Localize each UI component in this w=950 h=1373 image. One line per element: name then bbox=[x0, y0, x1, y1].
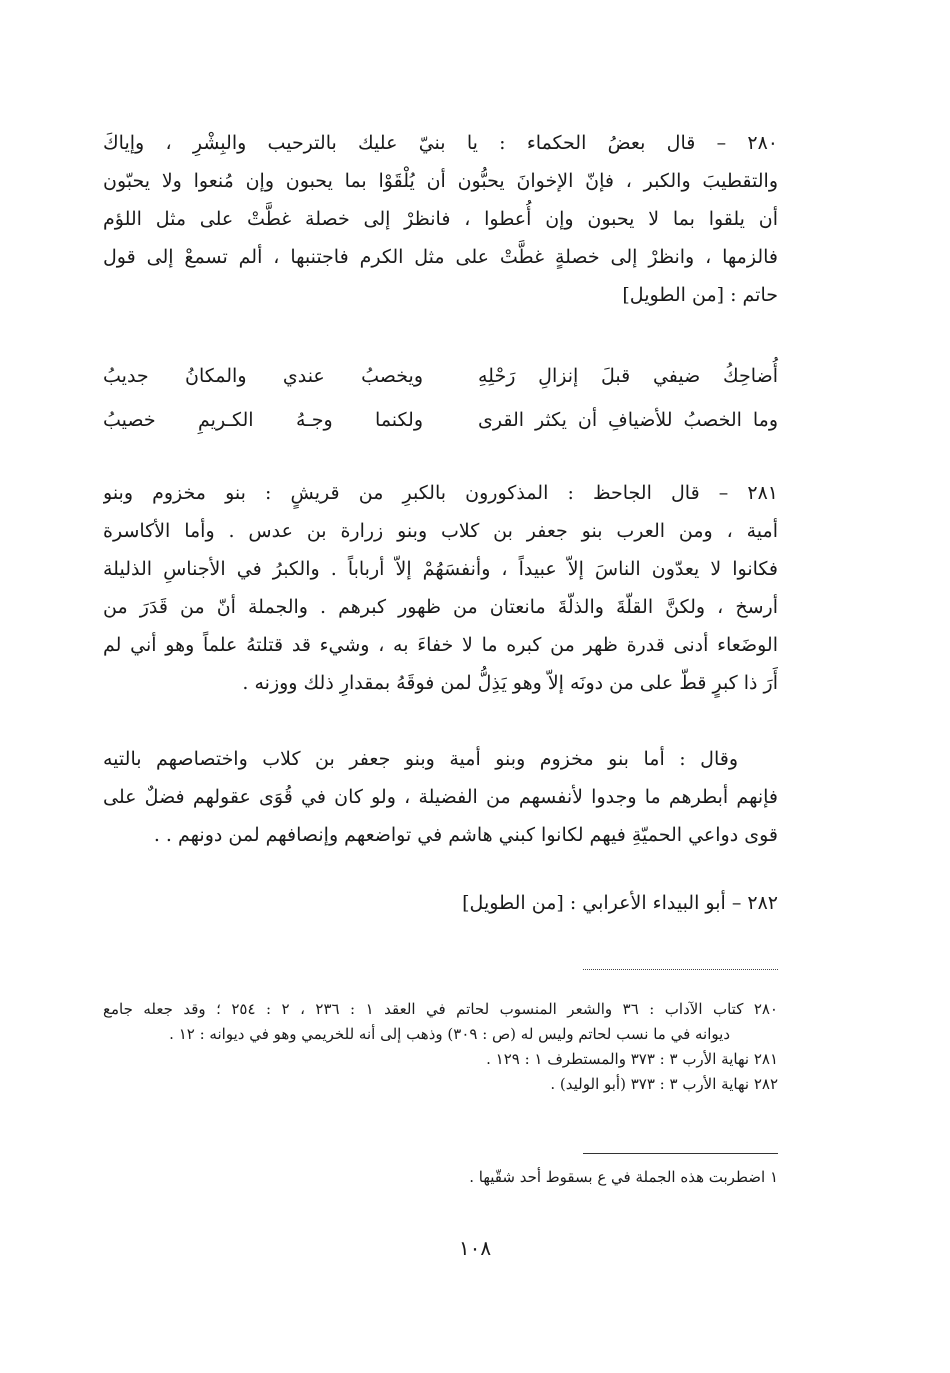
text-line: أرسخ ، ولكنَّ القلّةَ والذلّةَ مانعتان من ظهور كبرهم . والجملة أنّ من قَدَرَ من bbox=[103, 596, 778, 618]
text-line: ٢٨٢ – أبو البيداء الأعرابي : [من الطويل] bbox=[462, 892, 778, 914]
verse-second-hemistich: ويخصبُ عندي والمكانُ جديبُ bbox=[103, 365, 423, 387]
text-line: وقال : أما بنو مخزوم وبنو أمية وبنو جعفر بن كلاب واختصاصهم بالتيه bbox=[103, 748, 738, 770]
text-line: أمية ، ومن العرب بنو جعفر بن كلاب وبنو زرارة بن عدس . وأما الأكاسرة bbox=[103, 520, 778, 542]
text-line: أن يلقوا بما لا يحبون وإن أُعطوا ، فانظرْ إلى خصلة غطَّتْ على مثل اللؤم bbox=[103, 208, 778, 230]
entry-281 bbox=[103, 474, 778, 702]
entry-282 bbox=[103, 884, 778, 922]
verse-line bbox=[103, 401, 778, 439]
text-line: أَرَ ذا كبرٍ قطّ على من دونَه إلاّ وهو يَذِلُّ لمن فوقَهُ بمقدارِ ذلك ووزنه . bbox=[242, 672, 778, 694]
source-footnotes bbox=[103, 997, 778, 1097]
entry-280 bbox=[103, 124, 778, 314]
footnote-line: ٢٨٠ كتاب الآداب : ٣٦ والشعر المنسوب لحاتم في العقد ١ : ٢٣٦ ، ٢ : ٢٥٤ ؛ وقد جعله جامع bbox=[103, 1000, 778, 1018]
verse-line bbox=[103, 357, 778, 395]
footnote-line: ٢٨٢ نهاية الأرب ٣ : ٣٧٣ (أبو الوليد) . bbox=[550, 1075, 778, 1093]
text-line: ٢٨٠ – قال بعضُ الحكماء : يا بنيّ عليك بالترحيب والبِشْرِ ، وإياكَ bbox=[103, 132, 778, 154]
verse-second-hemistich: ولكنما وجـهُ الكـريمِ خصيبُ bbox=[103, 409, 423, 431]
page-number: ١٠٨ bbox=[458, 1236, 492, 1260]
text-line: فكانوا لا يعدّون الناسَ إلاّ عبيداً ، وأنفسَهُمْ إلاّ أرباباً . والكبرُ في الأجناسِ الذليلة bbox=[103, 558, 778, 580]
text-line: الوضَعاء أدنى قدرة ظهر من كبره ما لا خفاءَ به ، وشيء قد قتلتهُ علماً وهو أني لم bbox=[103, 634, 778, 656]
entry-281-paragraph-2 bbox=[103, 740, 778, 854]
footnote-line: ٢٨١ نهاية الأرب ٣ : ٣٧٣ والمستطرف ١ : ١٢٩ . bbox=[486, 1050, 778, 1068]
text-line: فإنهم أبطرهم ما وجدوا لأنفسهم من الفضيلة ، ولو كان في قُوَى عقولهم فضلٌ على bbox=[103, 786, 778, 808]
text-line: حاتم : [من الطويل] bbox=[622, 284, 778, 306]
text-line: قوى دواعي الحميّةِ فيهم لكانوا كبني هاشم في تواضعهم وإنصافهم لمن دونهم . . bbox=[153, 824, 778, 846]
footnote-line: ديوانه في ما نسب لحاتم وليس له (ص : ٣٠٩) وذهب إلى أنه للخريمي وهو في ديوانه : ١٢ . bbox=[169, 1025, 730, 1043]
text-line: ٢٨١ – قال الجاحظ : المذكورون بالكبرِ من قريشٍ : بنو مخزوم وبنو bbox=[103, 482, 778, 504]
footnote-line: ١ اضطربت هذه الجملة في ع بسقوط أحد شقّيها . bbox=[469, 1168, 778, 1186]
verse-first-hemistich: أُضاحِكُ ضيفي قبلَ إنزالِ رَحْلِهِ bbox=[478, 365, 778, 387]
verse-first-hemistich: وما الخصبُ للأضيافِ أن يكثر القرى bbox=[478, 409, 778, 431]
text-line: والتقطيبَ والكبر ، فإنّ الإخوانَ يحبُّون أن يُلْقَوْا بما يحبون وإن مُنعوا ولا يحبّون bbox=[103, 170, 778, 192]
footnote-separator-line bbox=[583, 1153, 778, 1154]
text-line: فالزمها ، وانظرْ إلى خصلةٍ غطَّتْ على مثل الكرم فاجتنبها ، ألم تسمعْ إلى قول bbox=[103, 246, 778, 268]
textual-notes bbox=[103, 1165, 778, 1190]
footnote-separator-dotted bbox=[583, 969, 778, 970]
